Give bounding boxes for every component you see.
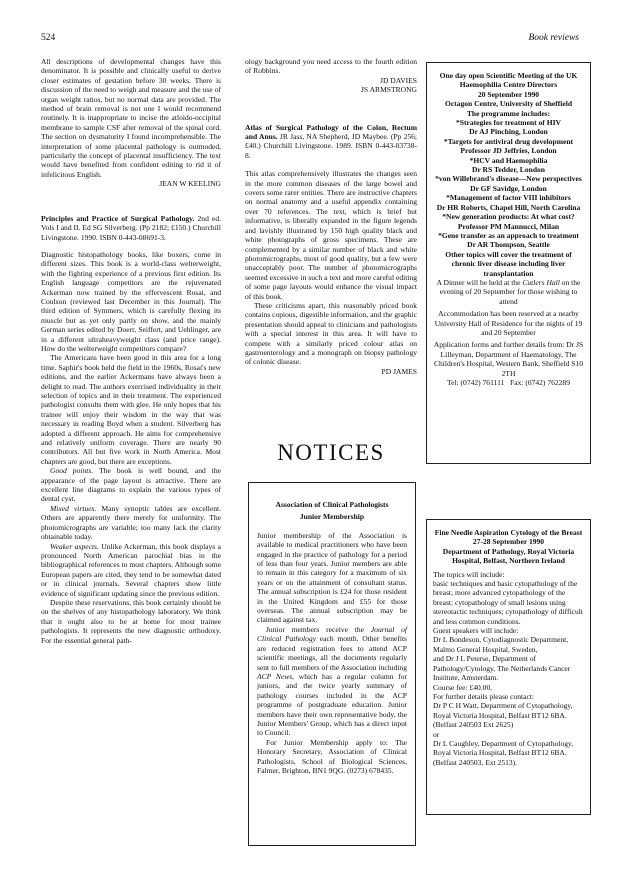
- fna-details-intro: For further details please contact:: [433, 691, 535, 701]
- haemophilia-application: Application forms and further details from: Dr JS Lilleyman, Department of Haematology, The Children's Hospital, Western Bank, Sheffield S10 2TH: [433, 340, 584, 378]
- good-points-text: The book is well bound, and the appearance of the page layout is attractive. There are excellent line diagrams to explain the various types of dental cyst.: [41, 466, 221, 504]
- review2-paragraph-3: [41, 466, 221, 504]
- review3-title: Atlas of Surgical Pathology of the Colon, Rectum and Anus.: [245, 122, 417, 142]
- programme-topic: *Targets for antiviral drug development: [443, 136, 574, 146]
- fna-speakers-intro: Guest speakers will include:: [433, 626, 519, 636]
- programme-topic: *von Willebrand's disease—New perspectives: [435, 174, 582, 184]
- programme-topic: *New generation products: At what cost?: [442, 212, 575, 222]
- dinner-text-a: A Dinner will be held at the: [436, 277, 521, 287]
- notices-heading: NOTICES: [277, 440, 385, 465]
- haemophilia-dinner: [433, 278, 584, 306]
- haemophilia-accommodation: Accommodation has been reserved at a nearby University Hall of Residence for the nights of 19 and 20 September: [434, 309, 583, 337]
- review2-signature-b: JS ARMSTRONG: [361, 85, 417, 95]
- haemophilia-contact-numbers: [433, 378, 584, 387]
- programme-topic: *Strategies for treatment of HIV: [456, 118, 561, 128]
- mixed-virtues-text: Many synoptic tables are excellent. Others are apparently there merely for uniformity. The photomicrographs are variable; too many lack the clarity obtainable today.: [41, 503, 222, 542]
- fna-contact-1: Dr P C H Watt, Department of Cytopathology, Royal Victoria Hospital, Belfast BT12 6BA. (Belfast 240503 Ext 2625): [433, 701, 573, 730]
- acp-news-name: ACP News,: [257, 671, 295, 681]
- programme-speaker: Dr RS Tedder, London: [472, 165, 545, 175]
- dinner-venue: Cutlers Hall: [522, 277, 560, 287]
- acp-p2-b: each month. Other benefits are reduced registration fees to attend ACP scientific meetings, all the documents regularly sent to full members of the Association including: [257, 634, 407, 672]
- haemophilia-tel: Tel: (0742) 761111: [447, 378, 505, 387]
- fna-contact-2: Dr L Caughley, Department of Cytopathology, Royal Victoria Hospital, Belfast BT12 6BA. (Belfast 240503, Ext 2513).: [433, 738, 574, 767]
- mixed-virtues-lead: Mixed virtues.: [50, 503, 97, 513]
- review2-paragraph-5: [41, 542, 221, 598]
- weaker-aspects-lead: Weaker aspects.: [50, 541, 99, 551]
- haemophilia-other-topics: Other topics will cover the treatment of chronic liver disease including liver transplantation: [445, 249, 572, 278]
- fna-topics: basic techniques and basic cytopathology of the breast; more advanced cytopathology of the breast; cytopathology of small lesions using stereotactic techniques; cytopathology of difficult and less common conditions.: [433, 579, 583, 626]
- review2-title: Principles and Practice of Surgical Pathology.: [41, 213, 195, 223]
- programme-topic: *Gene transfer as an approach to treatment: [438, 230, 579, 240]
- review2-paragraph-4: [41, 504, 221, 542]
- programme-speaker: Dr AR Thompson, Seattle: [467, 240, 550, 250]
- haemophilia-fax: Fax: (0742) 762289: [510, 378, 570, 387]
- fna-dates: 27-28 September 1990: [472, 537, 545, 547]
- acp-paragraph-2: [257, 625, 407, 738]
- review1-signature: JEAN W KEELING: [159, 179, 221, 189]
- review3-reference: JR Jass, NA Shepherd, JD Maybee. (Pp 256; £40.) Churchill Livingstone. 1989. ISBN 0-443-03738-8.: [245, 132, 417, 160]
- acp-title: Association of Clinical Pathologists: [275, 500, 389, 509]
- programme-speaker: Dr HR Roberts, Chapel Hill, North Carolina: [436, 202, 581, 212]
- good-points-lead: Good points.: [50, 466, 94, 476]
- programme-topic: *HCV and Haemophilia: [469, 155, 548, 165]
- running-header: Book reviews: [528, 33, 579, 43]
- programme-speaker: Dr AJ Pinching, London: [469, 127, 548, 137]
- acp-p2-c: which has a regular column for juniors, and the twice yearly summary of pathology courses included in the ACP programme of postgraduate education. Junior members have their own representative body, the Junior Members' Group, which has a direct input to Council.: [257, 671, 408, 738]
- review2-signature-a: JD DAVIES: [380, 75, 417, 85]
- acp-subtitle: Junior Membership: [299, 512, 365, 522]
- review2-reference: 2nd ed. Vols I and II. Ed SG Silverberg. (Pp 2182; £150.) Churchill Livingstone. 1990. ISBN 0-443-08691-3.: [41, 213, 221, 242]
- review3-heading: [245, 123, 417, 161]
- fna-or: or: [433, 729, 440, 739]
- review3-signature: PD JAMES: [381, 366, 417, 376]
- page-number: 524: [41, 33, 56, 43]
- fna-fee: Course fee: £40.00.: [433, 682, 493, 692]
- column-2: [245, 57, 417, 376]
- haemophilia-title: One day open Scientific Meeting of the UK Haemophilia Centre Directors: [439, 71, 578, 90]
- fna-cytology-notice: [426, 519, 591, 815]
- programme-topic: *Management of factor VIII inhibitors: [446, 193, 571, 203]
- fna-venue: Department of Pathology, Royal Victoria Hospital, Belfast, Northern Ireland: [442, 546, 575, 566]
- haemophilia-date: 20 September 1990: [477, 89, 540, 99]
- fna-topics-intro: The topics will include:: [433, 569, 505, 579]
- acp-paragraph-3: For Junior Membership apply to: The Honorary Secretary, Association of Clinical Pathologists, School of Biological Sciences, Falmer, Brighton, BN1 9QG. (0273) 678435.: [257, 737, 407, 775]
- haemophilia-programme-list: [433, 118, 584, 250]
- review2-continuation: ology background you need access to the fourth edition of Robbins.: [245, 57, 417, 76]
- review3-paragraph-2: These criticisms apart, this reasonably priced book contains copious, digestible information, and the graphic presentation should appeal to clinicians and pathologists with a special interest in this area. It will have to compete with a similarly priced colour atlas on gastroenterology and a monograph on biopsy pathology of colonic disease.: [245, 300, 417, 367]
- column-1: [41, 57, 221, 645]
- review1-continuation: All descriptions of developmental changes have this denominator. It is possible and clinically useful to derive closer estimates of gestation before 30 weeks. There is discussion of the need to weigh and measure and the use of organ weight ratios, but no normal data are provided. The method of brain removal is not one I would recommend routinely. It is inappropriate to incise the atloido-occipital membrane to sample CSF after removal of the spinal cord. The section on dysmaturity I found incomprehensible. The interpretation of some placental pathology is outmoded, particularly the concept of placental insufficiency. The text would have benefited from confident editing to rid it of infelicitous English.: [41, 57, 221, 179]
- haemophilia-heading-block: [433, 71, 584, 118]
- acp-paragraph-1: Junior membership of the Association is available to medical practitioners who have been engaged in the practice of pathology for a period of less than four years. Junior members are able to remain in this category for a maximum of six years or on the attainment of consultant status. The annual subscription is £24 for those resident in the United Kingdom and £55 for those overseas. The annual subscription may be claimed against tax.: [257, 530, 407, 625]
- haemophilia-meeting-notice: [426, 62, 591, 464]
- fna-title: Fine Needle Aspiration Cytology of the Breast: [434, 528, 583, 537]
- acp-journal-name: Journal of Clinical Pathology: [257, 624, 407, 644]
- programme-speaker: Professor PM Mannucci, Milan: [457, 221, 560, 231]
- programme-speaker: Dr GF Savidge, London: [470, 183, 547, 193]
- review2-paragraph-2: The Americans have been good in this area for a long time. Saphir's book held the field in the 1960s, Rosai's new editions, and the earlier Ackermans have always been a delight to read. The authors exercised individuality in their selection of topics and in their treatment. The experienced pathologist consults them with glee. He only hopes that his trainee will enjoy their wisdom in the way that was necessary in reading Boyd when a student. Silverberg has adopted a different approach. He aims for comprehensive and relatively uniform coverage. There are nearly 90 contributors. All but five work in North America. Most chapters are good, but there are exceptions.: [41, 353, 221, 466]
- review2-paragraph-6: Despite these reservations, this book certainly should be on the shelves of any histopathology laboratory. We think that it ought also to be at home for most trainee pathologists. It represents the new diagnostic orthodoxy. For the essential general path-: [41, 597, 221, 645]
- review3-paragraph-1: This atlas comprehensively illustrates the changes seen in the more common diseases of the large bowel and covers some rarer entities. There are instructive chapters on normal anatomy and a useful appendix containing over 70 references. The text, which is brief but informative, is liberally expanded in the figure legends and lavishly illustrated by 150 high quality black and white photographs of gross specimens. These are complemented by a similar number of black and white photomicrographs, most of good quality, but a few were unacceptably poor. The number of photomicrographs seemed excessive in such a text and more careful editing of some page layouts would enhance the visual impact of this book.: [245, 169, 417, 301]
- fna-speaker-1: Dr L Bondeson, Cytodiagnostic Department, Malmo General Hospital, Sweden,: [433, 635, 569, 654]
- acp-junior-membership-notice: [248, 482, 416, 846]
- fna-speaker-2: and Dr J L Peterse, Department of Pathology/Cytology, The Netherlands Cancer Institute, Amsterdam.: [433, 654, 571, 683]
- haemophilia-venue: Octagon Centre, University of Sheffield: [444, 99, 573, 109]
- review2-paragraph-1: Diagnostic histopathology books, like boxers, come in different sizes. This book is a world-class welterweight, with the fighting experience of a previous first edition. Its English language competitors are the rejuvenated Ackerman now trained by the effervescent Rosai, and Coulson (reviewed last December in this Journal). The third edition of Symmers, which is carefully flexing its muscle but as yet only partly on show, and the mainly German series edited by Doerr, Seiffert, and Uehlinger, are in a different ultraheavyweight class (and price range). How do the welterweight competitors compare?: [41, 249, 221, 353]
- weaker-aspects-text: Unlike Ackerman, this book displays a pronounced North American parochial bias in the bibliographical references to most chapters. Although some European papers are cited, they tend to be somewhat dated or in clinical journals. Several chapters show little evidence of significant updating since the previous edition.: [41, 541, 221, 598]
- acp-p2-a: Junior members receive the: [266, 624, 364, 634]
- programme-speaker: Professor JD Jeffries, London: [460, 146, 557, 156]
- haemophilia-programme-intro: The programme includes:: [466, 108, 551, 118]
- dinner-text-b: on the evening of 20 September for those wishing to attend: [439, 277, 581, 306]
- review2-heading: [41, 214, 221, 242]
